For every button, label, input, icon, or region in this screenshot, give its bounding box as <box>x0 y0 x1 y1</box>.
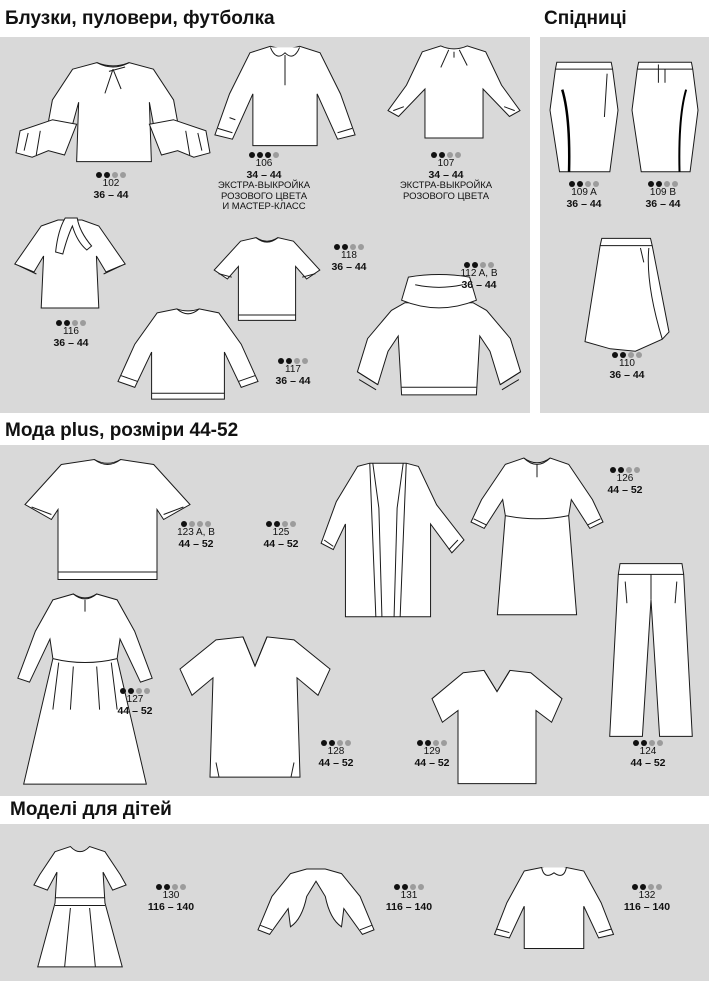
section-title-skirts: Спідниці <box>544 8 627 29</box>
model-number: 125 <box>272 527 290 538</box>
difficulty-dot <box>636 352 642 358</box>
blouse-bow-collar-icon <box>10 212 130 312</box>
difficulty-dot <box>394 884 400 890</box>
extra-note: И МАСТЕР-КЛАСС <box>222 201 306 213</box>
model-129-info <box>401 740 463 769</box>
model-number: 117 <box>285 364 301 375</box>
blouse-bell-sleeves-icon <box>12 56 214 166</box>
model-102-info <box>80 172 142 201</box>
difficulty-dot <box>334 244 340 250</box>
model-109b-info <box>632 181 694 210</box>
model-112-info <box>444 262 514 291</box>
difficulty-dot <box>249 152 255 158</box>
model-132-info <box>610 884 684 913</box>
difficulty-dot <box>56 320 62 326</box>
pencil-skirt-back-icon <box>632 60 698 174</box>
size-range: 34 – 44 <box>428 168 464 181</box>
blouse-tie-neck-icon <box>388 42 520 140</box>
difficulty-dot <box>120 688 126 694</box>
model-126-info <box>594 467 656 496</box>
model-118-info <box>318 244 380 273</box>
model-106-info <box>200 152 328 213</box>
difficulty-dot <box>96 172 102 178</box>
section-title-blouses: Блузки, пуловери, футболка <box>5 8 275 29</box>
size-range: 36 – 44 <box>461 278 497 291</box>
girls-dress-icon <box>32 844 128 972</box>
blouse-peter-pan-collar-icon <box>212 42 358 150</box>
model-number: 109 B <box>649 187 677 198</box>
size-range: 44 – 52 <box>117 704 153 717</box>
difficulty-dot <box>358 244 364 250</box>
size-range: 36 – 44 <box>331 260 367 273</box>
difficulty-dot <box>273 152 279 158</box>
boxy-top-icon <box>25 457 190 582</box>
model-number: 118 <box>341 250 357 261</box>
difficulty-dot <box>431 152 437 158</box>
model-number: 112 A, B <box>460 268 498 279</box>
model-number: 132 <box>638 890 656 901</box>
difficulty-dot <box>321 740 327 746</box>
model-number: 124 <box>639 746 657 757</box>
sweater-turtleneck-icon <box>354 272 524 400</box>
model-number: 126 <box>616 473 634 484</box>
difficulty-dot <box>441 740 447 746</box>
section-title-plus: Мода plus, розміри 44-52 <box>5 420 239 441</box>
size-range: 34 – 44 <box>246 168 282 181</box>
extra-note: ЭКСТРА-ВЫКРОЙКА <box>399 180 493 192</box>
model-number: 130 <box>162 890 180 901</box>
size-range: 44 – 52 <box>263 537 299 550</box>
model-number: 109 A <box>571 187 597 198</box>
model-number: 102 <box>102 178 120 189</box>
model-124-info <box>617 740 679 769</box>
difficulty-dot <box>455 152 461 158</box>
difficulty-dot <box>632 884 638 890</box>
size-range: 44 – 52 <box>607 483 643 496</box>
model-number: 116 <box>63 326 79 337</box>
size-range: 36 – 44 <box>645 197 681 210</box>
difficulty-dot <box>120 172 126 178</box>
difficulty-dot <box>610 467 616 473</box>
model-130-info <box>134 884 208 913</box>
size-range: 44 – 52 <box>318 756 354 769</box>
trousers-icon <box>608 560 694 740</box>
model-number: 128 <box>327 746 345 757</box>
model-117-info <box>262 358 324 387</box>
size-range: 36 – 44 <box>566 197 602 210</box>
size-range: 116 – 140 <box>623 900 671 913</box>
model-number: 106 <box>255 158 273 169</box>
size-range: 116 – 140 <box>385 900 433 913</box>
pullover-icon <box>118 305 258 403</box>
section-title-kids: Моделі для дітей <box>10 799 172 820</box>
model-number: 107 <box>437 158 455 169</box>
model-116-info <box>40 320 102 349</box>
model-107-info <box>382 152 510 202</box>
model-109a-info <box>553 181 615 210</box>
bolero-icon <box>258 866 374 942</box>
difficulty-dot <box>302 358 308 364</box>
difficulty-dot <box>657 740 663 746</box>
difficulty-dot <box>266 521 272 527</box>
model-123-info <box>163 521 229 550</box>
difficulty-dot <box>417 740 423 746</box>
empire-dress-icon <box>471 458 603 618</box>
difficulty-dot <box>278 358 284 364</box>
model-110-info <box>596 352 658 381</box>
model-number: 110 <box>619 358 635 369</box>
difficulty-dot <box>144 688 150 694</box>
pencil-skirt-front-icon <box>550 60 618 174</box>
asymmetric-skirt-icon <box>585 236 669 356</box>
size-range: 36 – 44 <box>275 374 311 387</box>
extra-note: РОЗОВОГО ЦВЕТА <box>402 190 490 202</box>
size-range: 44 – 52 <box>178 537 214 550</box>
difficulty-dot <box>612 352 618 358</box>
difficulty-dot <box>656 884 662 890</box>
difficulty-dot <box>156 884 162 890</box>
difficulty-dot <box>180 884 186 890</box>
difficulty-dot <box>633 740 639 746</box>
long-coat-icon <box>312 460 464 620</box>
difficulty-dot <box>418 884 424 890</box>
model-number: 123 A, B <box>177 527 215 538</box>
model-number: 131 <box>400 890 418 901</box>
size-range: 36 – 44 <box>609 368 645 381</box>
model-131-info <box>372 884 446 913</box>
model-127-info <box>104 688 166 717</box>
extra-note: РОЗОВОГО ЦВЕТА <box>220 190 308 202</box>
difficulty-dot <box>290 521 296 527</box>
size-range: 36 – 44 <box>93 188 129 201</box>
difficulty-dot <box>634 467 640 473</box>
collared-blouse-icon <box>492 864 616 952</box>
model-125-info <box>250 521 312 550</box>
extra-note: ЭКСТРА-ВЫКРОЙКА <box>217 180 311 192</box>
size-range: 44 – 52 <box>630 756 666 769</box>
model-128-info <box>305 740 367 769</box>
model-number: 127 <box>126 694 144 705</box>
size-range: 36 – 44 <box>53 336 89 349</box>
difficulty-dot <box>80 320 86 326</box>
size-range: 44 – 52 <box>414 756 450 769</box>
model-number: 129 <box>423 746 441 757</box>
size-range: 116 – 140 <box>147 900 195 913</box>
difficulty-dot <box>345 740 351 746</box>
